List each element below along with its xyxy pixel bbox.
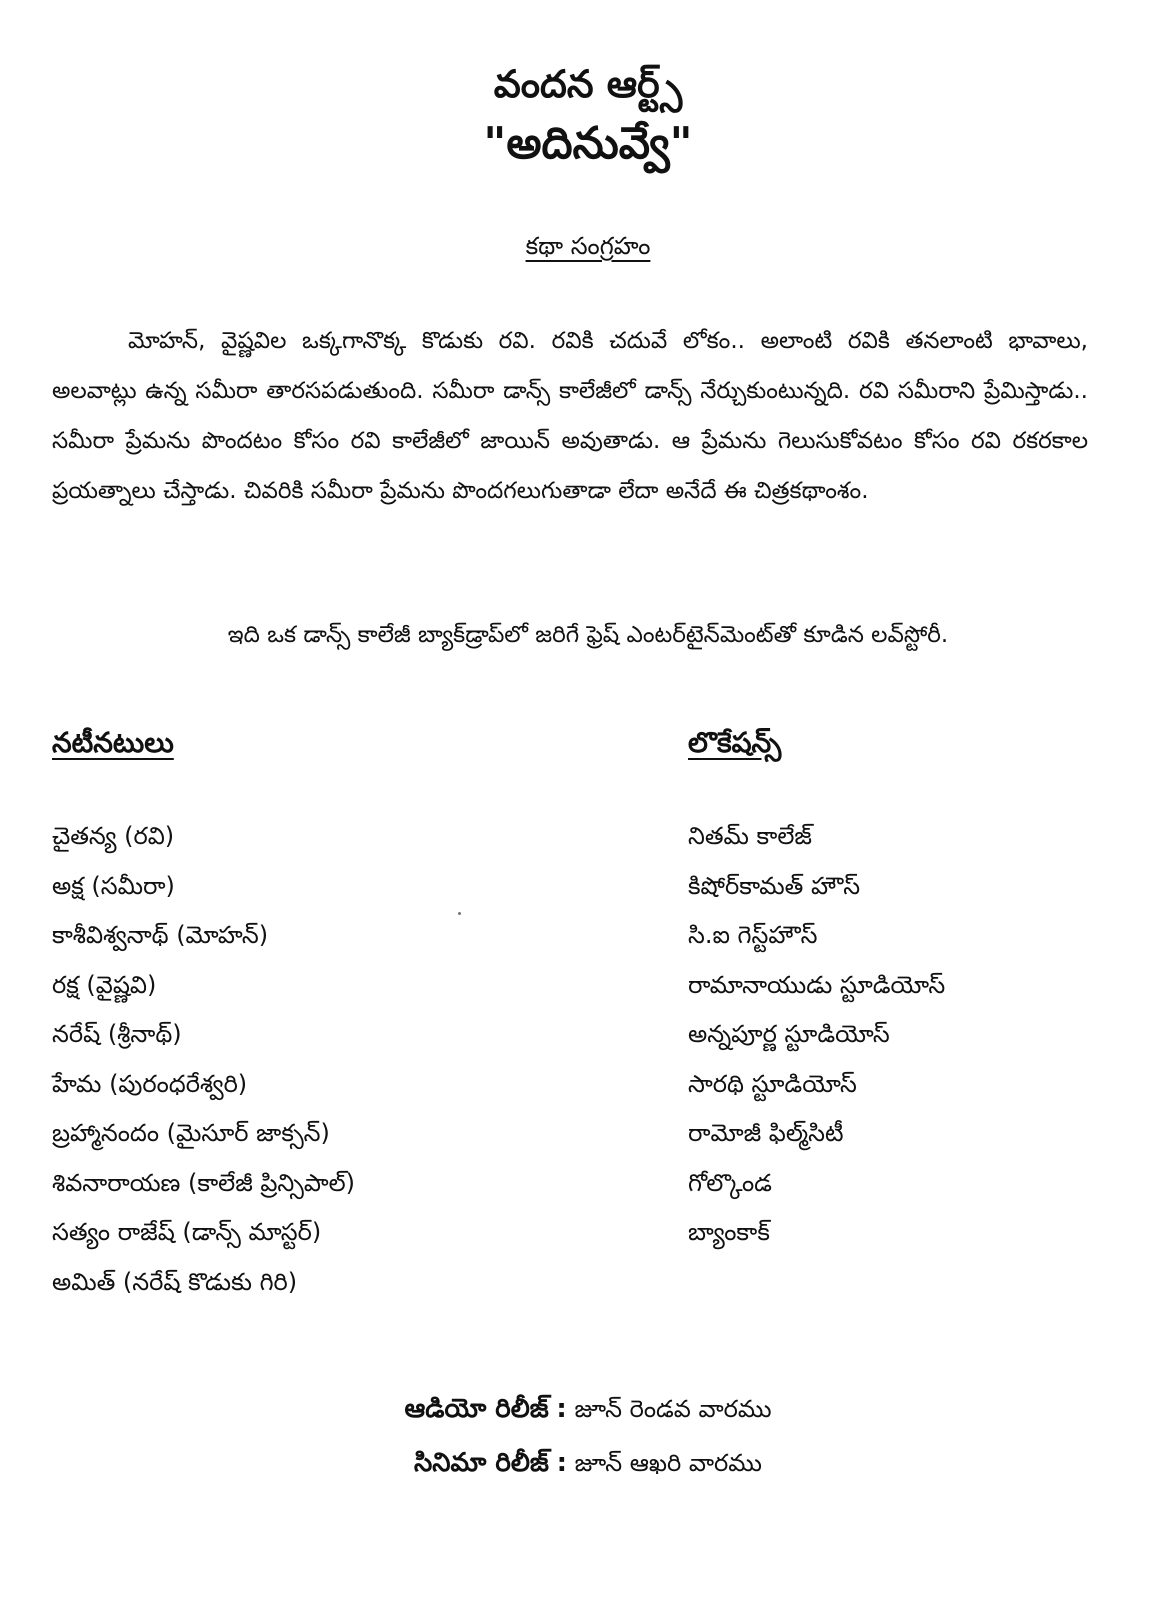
locations-heading: లొకేషన్స్ (688, 726, 782, 759)
synopsis-heading: కథా సంగ్రహం (525, 232, 651, 260)
location-item: రామానాయుడు స్టూడియోస్ (688, 970, 946, 999)
cinema-release-value: జూన్ ఆఖరి వారము (574, 1449, 762, 1477)
audio-release-label: ఆడియో రిలీజ్ (404, 1394, 549, 1424)
cast-item: సత్యం రాజేష్ (డాన్స్ మాస్టర్) (52, 1218, 322, 1246)
cast-item: హేమ (పురంధరేశ్వరి) (52, 1069, 248, 1098)
cast-heading: నటీనటులు (52, 726, 174, 759)
cinema-release-separator: : (556, 1448, 567, 1478)
cast-item: నరేష్ (శ్రీనాథ్) (52, 1020, 182, 1048)
cinema-release-line (0, 1448, 1176, 1484)
cast-item: అమిత్ (నరేష్ కొడుకు గిరి) (52, 1267, 298, 1296)
location-item: గోల్కొండ (688, 1168, 772, 1197)
audio-release-separator: : (556, 1394, 567, 1424)
cast-item: చైతన్య (రవి) (52, 822, 175, 850)
location-item: బ్యాంకాక్ (688, 1218, 770, 1246)
scan-speck (458, 912, 461, 915)
location-item: సారథి స్టూడియోస్ (688, 1069, 857, 1098)
location-item: రామోజీ ఫిల్మ్‌సిటీ (688, 1119, 844, 1147)
synopsis-paragraph: మోహన్, వైష్ణవిల ఒక్కగానొక్క కొడుకు రవి. రవికి చదువే లోకం.. అలాంటి రవికి తనలాంటి భావాలు, అలవాట్లు ఉన్న సమీరా తారసపడుతుంది. సమీరా డాన్స్ కాలేజీలో డాన్స్ నేర్చుకుంటున్నది. రవి సమీరాని ప్రేమిస్తాడు.. సమీరా ప్రేమను పొందటం కోసం రవి కాలేజీలో జాయిన్ అవుతాడు. ఆ ప్రేమను గెలుసుకోవటం కోసం రవి రకరకాల ప్రయత్నాలు చేస్తాడు. చివరికి సమీరా ప్రేమను పొందగలుగుతాడా లేదా అనేదే ఈ చిత్రకథాంశం. (52, 328, 1088, 504)
banner-title: వందన ఆర్ట్స్ (493, 62, 683, 106)
audio-release-value: జూన్ రెండవ వారము (574, 1395, 772, 1423)
location-item: అన్నపూర్ణ స్టూడియోస్ (688, 1020, 890, 1048)
locations-column (688, 718, 1128, 1258)
tagline: ఇది ఒక డాన్స్ కాలేజీ బ్యాక్‌డ్రాప్‌లో జరిగే ఫ్రెష్ ఎంటర్‌టైన్‌మెంట్‌తో కూడిన లవ్‌స్టోరీ. (227, 622, 949, 648)
cast-item: అక్ష (సమీరా) (52, 871, 175, 900)
cast-item: శివనారాయణ (కాలేజీ ప్రిన్సిపాల్) (52, 1168, 356, 1197)
location-item: కిషోర్‌కామత్ హౌస్ (688, 871, 861, 900)
cinema-release-label: సినిమా రిలీజ్ (414, 1448, 549, 1478)
film-title: "అదినువ్వే" (483, 118, 693, 169)
cast-item: రక్ష (వైష్ణవి) (52, 970, 157, 999)
location-item: నితమ్ కాలేజ్ (688, 822, 812, 850)
cast-item: కాశీవిశ్వనాథ్ (మోహన్) (52, 921, 269, 949)
cast-column (52, 718, 612, 1307)
cast-item: బ్రహ్మానందం (మైసూర్ జాక్సన్) (52, 1119, 330, 1147)
locations-list (688, 812, 1128, 1258)
audio-release-line (0, 1394, 1176, 1430)
location-item: సి.ఐ గెస్ట్‌హౌస్ (688, 921, 818, 949)
cast-list (52, 812, 612, 1307)
